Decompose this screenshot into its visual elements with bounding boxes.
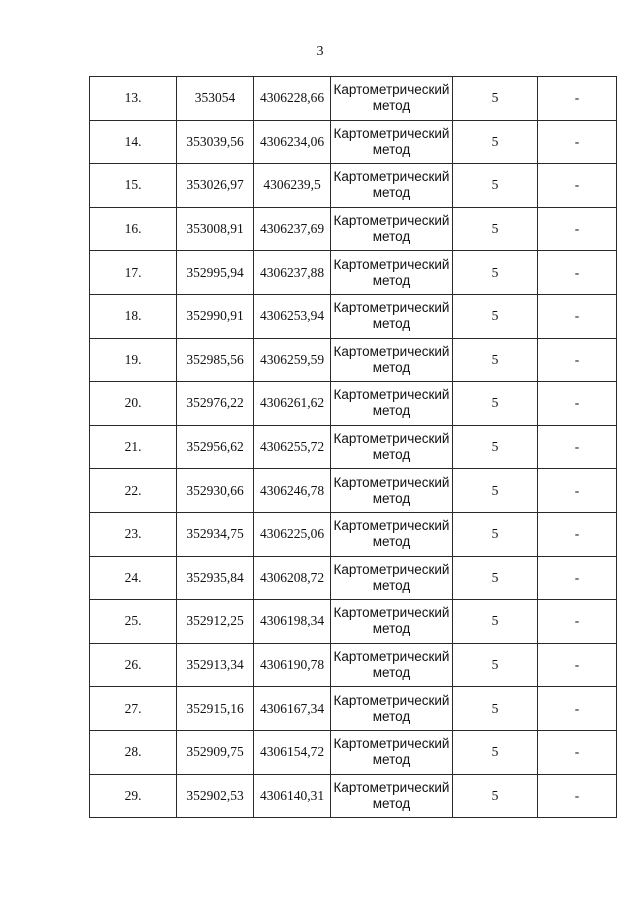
coordinates-table xyxy=(89,76,617,818)
table-row xyxy=(90,643,617,687)
note-cell: - xyxy=(538,643,617,687)
method-text: Картометрический xyxy=(333,605,450,621)
x-coordinate-cell: 352912,25 xyxy=(177,600,254,644)
table-row xyxy=(90,338,617,382)
y-coordinate-cell: 4306261,62 xyxy=(254,382,331,426)
method-cell xyxy=(331,425,453,469)
x-coordinate-cell: 352976,22 xyxy=(177,382,254,426)
table-row xyxy=(90,556,617,600)
accuracy-cell: 5 xyxy=(453,425,538,469)
note-cell: - xyxy=(538,251,617,295)
method-cell xyxy=(331,687,453,731)
y-coordinate-cell: 4306190,78 xyxy=(254,643,331,687)
method-cell xyxy=(331,730,453,774)
table-row xyxy=(90,120,617,164)
x-coordinate-cell: 352930,66 xyxy=(177,469,254,513)
x-coordinate-cell: 353008,91 xyxy=(177,207,254,251)
note-cell: - xyxy=(538,207,617,251)
accuracy-cell: 5 xyxy=(453,469,538,513)
table-row xyxy=(90,382,617,426)
accuracy-cell: 5 xyxy=(453,207,538,251)
accuracy-cell: 5 xyxy=(453,77,538,121)
method-cell xyxy=(331,251,453,295)
table-row xyxy=(90,512,617,556)
method-text: Картометрический xyxy=(333,169,450,185)
method-cell xyxy=(331,338,453,382)
method-text: Картометрический xyxy=(333,474,450,490)
accuracy-cell: 5 xyxy=(453,730,538,774)
method-text: Картометрический xyxy=(333,256,450,272)
x-coordinate-cell: 353054 xyxy=(177,77,254,121)
point-number-cell: 18. xyxy=(90,294,177,338)
y-coordinate-cell: 4306208,72 xyxy=(254,556,331,600)
point-number-cell: 26. xyxy=(90,643,177,687)
table-row xyxy=(90,77,617,121)
note-cell: - xyxy=(538,512,617,556)
coordinates-table-body xyxy=(90,77,617,818)
method-text: метод xyxy=(372,403,411,419)
method-text: метод xyxy=(372,665,411,681)
method-text: метод xyxy=(372,272,411,288)
y-coordinate-cell: 4306237,88 xyxy=(254,251,331,295)
y-coordinate-cell: 4306255,72 xyxy=(254,425,331,469)
point-number-cell: 29. xyxy=(90,774,177,818)
note-cell: - xyxy=(538,556,617,600)
point-number-cell: 25. xyxy=(90,600,177,644)
note-cell: - xyxy=(538,600,617,644)
point-number-cell: 14. xyxy=(90,120,177,164)
x-coordinate-cell: 353039,56 xyxy=(177,120,254,164)
method-text: Картометрический xyxy=(333,736,450,752)
method-cell xyxy=(331,120,453,164)
accuracy-cell: 5 xyxy=(453,294,538,338)
method-text: Картометрический xyxy=(333,213,450,229)
accuracy-cell: 5 xyxy=(453,120,538,164)
table-row xyxy=(90,294,617,338)
x-coordinate-cell: 352956,62 xyxy=(177,425,254,469)
table-row xyxy=(90,730,617,774)
point-number-cell: 17. xyxy=(90,251,177,295)
method-text: метод xyxy=(372,141,411,157)
accuracy-cell: 5 xyxy=(453,251,538,295)
y-coordinate-cell: 4306140,31 xyxy=(254,774,331,818)
method-cell xyxy=(331,469,453,513)
table-row xyxy=(90,600,617,644)
y-coordinate-cell: 4306228,66 xyxy=(254,77,331,121)
method-cell xyxy=(331,643,453,687)
method-text: метод xyxy=(372,577,411,593)
y-coordinate-cell: 4306259,59 xyxy=(254,338,331,382)
x-coordinate-cell: 352985,56 xyxy=(177,338,254,382)
note-cell: - xyxy=(538,164,617,208)
table-row xyxy=(90,251,617,295)
method-text: Картометрический xyxy=(333,300,450,316)
method-text: Картометрический xyxy=(333,649,450,665)
note-cell: - xyxy=(538,774,617,818)
point-number-cell: 22. xyxy=(90,469,177,513)
method-text: метод xyxy=(372,534,411,550)
table-row xyxy=(90,774,617,818)
point-number-cell: 28. xyxy=(90,730,177,774)
method-cell xyxy=(331,512,453,556)
accuracy-cell: 5 xyxy=(453,774,538,818)
y-coordinate-cell: 4306225,06 xyxy=(254,512,331,556)
table-row xyxy=(90,425,617,469)
method-cell xyxy=(331,294,453,338)
x-coordinate-cell: 352995,94 xyxy=(177,251,254,295)
accuracy-cell: 5 xyxy=(453,164,538,208)
method-text: метод xyxy=(372,621,411,637)
point-number-cell: 23. xyxy=(90,512,177,556)
method-text: Картометрический xyxy=(333,692,450,708)
note-cell: - xyxy=(538,77,617,121)
method-text: Картометрический xyxy=(333,518,450,534)
note-cell: - xyxy=(538,294,617,338)
point-number-cell: 21. xyxy=(90,425,177,469)
method-text: метод xyxy=(372,490,411,506)
table-row xyxy=(90,207,617,251)
method-cell xyxy=(331,556,453,600)
method-cell xyxy=(331,600,453,644)
method-text: метод xyxy=(372,752,411,768)
accuracy-cell: 5 xyxy=(453,512,538,556)
note-cell: - xyxy=(538,120,617,164)
method-text: Картометрический xyxy=(333,431,450,447)
point-number-cell: 16. xyxy=(90,207,177,251)
method-text: Картометрический xyxy=(333,561,450,577)
point-number-cell: 15. xyxy=(90,164,177,208)
accuracy-cell: 5 xyxy=(453,382,538,426)
x-coordinate-cell: 352935,84 xyxy=(177,556,254,600)
x-coordinate-cell: 353026,97 xyxy=(177,164,254,208)
accuracy-cell: 5 xyxy=(453,600,538,644)
note-cell: - xyxy=(538,425,617,469)
y-coordinate-cell: 4306198,34 xyxy=(254,600,331,644)
method-text: Картометрический xyxy=(333,387,450,403)
note-cell: - xyxy=(538,687,617,731)
x-coordinate-cell: 352913,34 xyxy=(177,643,254,687)
accuracy-cell: 5 xyxy=(453,338,538,382)
method-cell xyxy=(331,774,453,818)
method-text: Картометрический xyxy=(333,779,450,795)
point-number-cell: 19. xyxy=(90,338,177,382)
point-number-cell: 13. xyxy=(90,77,177,121)
point-number-cell: 20. xyxy=(90,382,177,426)
accuracy-cell: 5 xyxy=(453,556,538,600)
method-text: метод xyxy=(372,359,411,375)
method-cell xyxy=(331,382,453,426)
y-coordinate-cell: 4306234,06 xyxy=(254,120,331,164)
method-text: метод xyxy=(372,98,411,114)
point-number-cell: 27. xyxy=(90,687,177,731)
method-text: метод xyxy=(372,185,411,201)
x-coordinate-cell: 352909,75 xyxy=(177,730,254,774)
method-text: метод xyxy=(372,795,411,811)
table-row xyxy=(90,164,617,208)
note-cell: - xyxy=(538,382,617,426)
y-coordinate-cell: 4306237,69 xyxy=(254,207,331,251)
note-cell: - xyxy=(538,730,617,774)
page-number: 3 xyxy=(316,44,324,59)
note-cell: - xyxy=(538,469,617,513)
method-text: Картометрический xyxy=(333,125,450,141)
method-text: Картометрический xyxy=(333,82,450,98)
x-coordinate-cell: 352902,53 xyxy=(177,774,254,818)
method-cell xyxy=(331,207,453,251)
point-number-cell: 24. xyxy=(90,556,177,600)
method-text: метод xyxy=(372,708,411,724)
table-row xyxy=(90,469,617,513)
method-cell xyxy=(331,164,453,208)
accuracy-cell: 5 xyxy=(453,687,538,731)
x-coordinate-cell: 352915,16 xyxy=(177,687,254,731)
y-coordinate-cell: 4306154,72 xyxy=(254,730,331,774)
accuracy-cell: 5 xyxy=(453,643,538,687)
method-text: метод xyxy=(372,229,411,245)
x-coordinate-cell: 352934,75 xyxy=(177,512,254,556)
x-coordinate-cell: 352990,91 xyxy=(177,294,254,338)
method-cell xyxy=(331,77,453,121)
y-coordinate-cell: 4306253,94 xyxy=(254,294,331,338)
method-text: метод xyxy=(372,316,411,332)
table-row xyxy=(90,687,617,731)
y-coordinate-cell: 4306246,78 xyxy=(254,469,331,513)
y-coordinate-cell: 4306239,5 xyxy=(254,164,331,208)
y-coordinate-cell: 4306167,34 xyxy=(254,687,331,731)
method-text: Картометрический xyxy=(333,343,450,359)
note-cell: - xyxy=(538,338,617,382)
method-text: метод xyxy=(372,447,411,463)
